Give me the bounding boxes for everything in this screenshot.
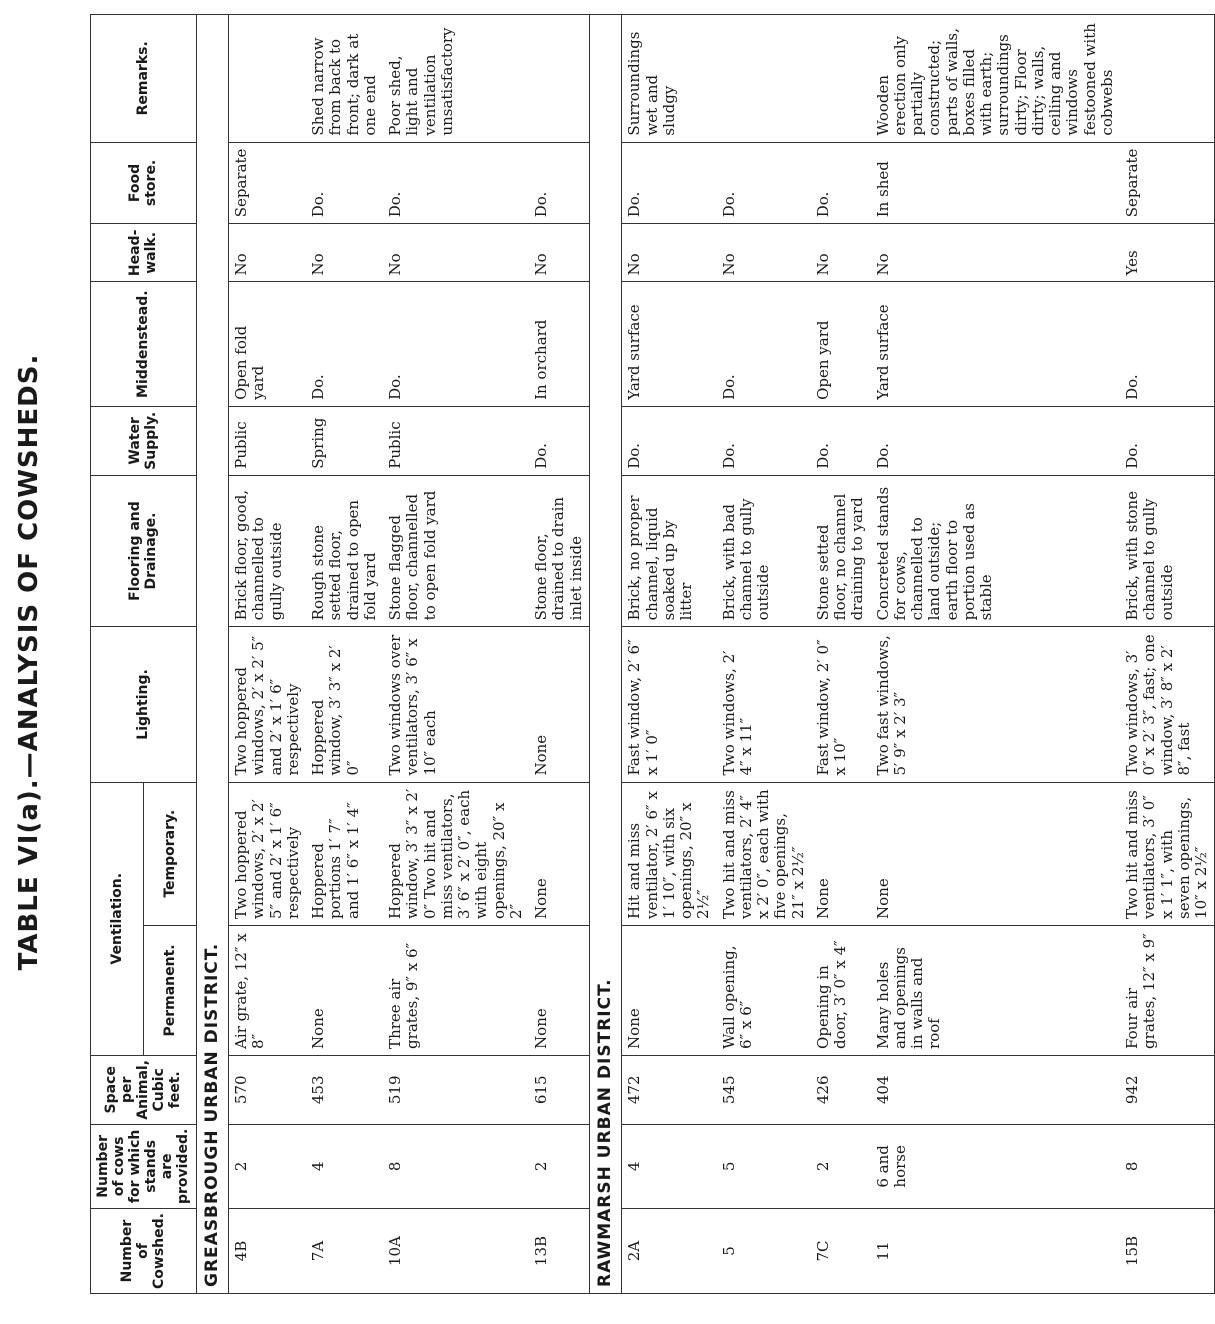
cell-lighting: Fast window, 2′ 6″ x 1′ 0″ bbox=[622, 627, 717, 782]
cell-flooring: Stone setted floor, no channel draining to yard bbox=[811, 475, 871, 627]
cell-lighting: Hoppered window, 3′ 3″ x 2′ 0″ bbox=[306, 627, 383, 782]
header-space: Space per Animal, Cubic feet. bbox=[91, 1055, 197, 1124]
cell-water: Do. bbox=[1120, 406, 1215, 475]
table-row bbox=[1120, 15, 1215, 1294]
cell-permanent: None bbox=[622, 925, 717, 1055]
cell-number: 7A bbox=[306, 1209, 383, 1294]
cell-permanent: Opening in door, 3′ 0″ x 4″ bbox=[811, 925, 871, 1055]
cell-number: 15B bbox=[1120, 1209, 1215, 1294]
cell-water: Do. bbox=[717, 406, 811, 475]
cell-space: 519 bbox=[383, 1055, 529, 1124]
header-temporary: Temporary. bbox=[143, 782, 196, 925]
table-row bbox=[229, 15, 307, 1294]
cell-temporary: None bbox=[811, 782, 871, 925]
cell-permanent: Four air grates, 12″ x 9″ bbox=[1120, 925, 1215, 1055]
cell-midden: In orchard bbox=[529, 282, 589, 406]
cell-temporary: Two hit and miss ventilators, 3′ 0″ x 1′ 1″, with seven openings, 10″ x 2½″ bbox=[1120, 782, 1215, 925]
cell-midden: Open yard bbox=[811, 282, 871, 406]
cell-flooring: Rough stone setted floor, drained to open fold yard bbox=[306, 475, 383, 627]
cell-midden: Do. bbox=[717, 282, 811, 406]
cell-water: Do. bbox=[811, 406, 871, 475]
cell-number: 7C bbox=[811, 1209, 871, 1294]
cell-remarks: Wooden erection only partially constructed; parts of walls, boxes filled with earth; surroundings dirty; Floor dirty; walls, ceiling and windows festooned with cobwebs bbox=[871, 15, 1121, 143]
cell-headwalk: No bbox=[871, 224, 1121, 282]
cell-water: Do. bbox=[871, 406, 1121, 475]
header-remarks: Remarks. bbox=[91, 15, 197, 143]
cell-food: Do. bbox=[717, 142, 811, 224]
cell-food: Do. bbox=[622, 142, 717, 224]
cell-cows: 6 and horse bbox=[871, 1124, 1121, 1208]
cell-food: Do. bbox=[383, 142, 529, 224]
cell-permanent: Wall opening, 6″ x 6″ bbox=[717, 925, 811, 1055]
cell-midden: Do. bbox=[306, 282, 383, 406]
cell-number: 10A bbox=[383, 1209, 529, 1294]
cell-remarks bbox=[229, 15, 307, 143]
cell-headwalk: No bbox=[622, 224, 717, 282]
cell-temporary: None bbox=[871, 782, 1121, 925]
cell-flooring: Stone flagged floor, channelled to open fold yard bbox=[383, 475, 529, 627]
cell-cows: 2 bbox=[529, 1124, 589, 1208]
cell-temporary: Hoppered window, 3′ 3″ x 2′ 0″ Two hit and miss ventilators, 3′ 6″ x 2′ 0″, each with eight openings, 20″ x 2″ bbox=[383, 782, 529, 925]
cell-remarks bbox=[529, 15, 589, 143]
cell-headwalk: No bbox=[717, 224, 811, 282]
cell-lighting: None bbox=[529, 627, 589, 782]
cell-remarks bbox=[811, 15, 871, 143]
district-row bbox=[196, 15, 229, 1294]
cell-space: 545 bbox=[717, 1055, 811, 1124]
cell-space: 472 bbox=[622, 1055, 717, 1124]
cell-remarks bbox=[717, 15, 811, 143]
cell-lighting: Two fast windows, 5′ 9″ x 2′ 3″ bbox=[871, 627, 1121, 782]
cell-flooring: Brick, with stone channel to gully outside bbox=[1120, 475, 1215, 627]
cell-flooring: Brick floor, good, channelled to gully outside bbox=[229, 475, 307, 627]
cell-space: 942 bbox=[1120, 1055, 1215, 1124]
header-flooring: Flooring and Drainage. bbox=[91, 475, 197, 627]
cell-lighting: Two windows over ventilators, 3′ 6″ x 10″ each bbox=[383, 627, 529, 782]
cell-headwalk: No bbox=[383, 224, 529, 282]
cell-water: Do. bbox=[622, 406, 717, 475]
table-row bbox=[529, 15, 589, 1294]
header-headwalk: Head-walk. bbox=[91, 224, 197, 282]
cell-remarks: Shed narrow from back to front; dark at one end bbox=[306, 15, 383, 143]
cell-food: In shed bbox=[871, 142, 1121, 224]
cell-cows: 4 bbox=[306, 1124, 383, 1208]
cell-midden: Yard surface bbox=[622, 282, 717, 406]
cell-cows: 2 bbox=[229, 1124, 307, 1208]
cell-water: Spring bbox=[306, 406, 383, 475]
page-title: TABLE VI(a).—ANALYSIS OF COWSHEDS. bbox=[14, 353, 44, 971]
header-lighting: Lighting. bbox=[91, 627, 197, 782]
header-permanent: Permanent. bbox=[143, 925, 196, 1055]
cell-space: 453 bbox=[306, 1055, 383, 1124]
cell-temporary: Hit and miss ventilator, 2′ 6″ x 1′ 10″, with six openings, 20″ x 2½″ bbox=[622, 782, 717, 925]
district-name: GREASBROUGH URBAN DISTRICT. bbox=[196, 15, 229, 1294]
header-midden: Middenstead. bbox=[91, 282, 197, 406]
table-row bbox=[871, 15, 1121, 1294]
table-row bbox=[811, 15, 871, 1294]
cell-permanent: Air grate, 12″ x 8″ bbox=[229, 925, 307, 1055]
cell-midden: Yard surface bbox=[871, 282, 1121, 406]
cell-headwalk: No bbox=[529, 224, 589, 282]
cell-temporary: Two hoppered windows, 2′ x 2′ 5″ and 2′ x 1′ 6″ respectively bbox=[229, 782, 307, 925]
cell-lighting: Two windows, 3′ 0″ x 2′ 3″, fast; one window, 3′ 8″ x 2′ 8″, fast bbox=[1120, 627, 1215, 782]
cell-lighting: Fast window, 2′ 0″ x 10″ bbox=[811, 627, 871, 782]
cell-food: Do. bbox=[529, 142, 589, 224]
cell-cows: 4 bbox=[622, 1124, 717, 1208]
cell-food: Do. bbox=[306, 142, 383, 224]
cell-temporary: Two hit and miss ventilators, 2′ 4″ x 2′ 0″, each with five openings, 21″ x 2½″ bbox=[717, 782, 811, 925]
header-cows: Number of cows for which stands are provided. bbox=[91, 1124, 197, 1208]
cell-midden: Do. bbox=[383, 282, 529, 406]
header-ventilation: Ventilation. bbox=[91, 782, 144, 1055]
cell-headwalk: No bbox=[306, 224, 383, 282]
cell-space: 570 bbox=[229, 1055, 307, 1124]
cowshed-table bbox=[90, 14, 1215, 1294]
cell-permanent: Three air grates, 9″ x 6″ bbox=[383, 925, 529, 1055]
cell-number: 13B bbox=[529, 1209, 589, 1294]
cell-flooring: Concreted stands for cows, channelled to land outside; earth floor to portion used as stable bbox=[871, 475, 1121, 627]
cell-cows: 8 bbox=[1120, 1124, 1215, 1208]
cell-headwalk: No bbox=[229, 224, 307, 282]
cell-food: Separate bbox=[229, 142, 307, 224]
cell-water: Public bbox=[229, 406, 307, 475]
cell-food: Separate bbox=[1120, 142, 1215, 224]
cell-remarks: Surroundings wet and sludgy bbox=[622, 15, 717, 143]
header-number: Number of Cowshed. bbox=[91, 1209, 197, 1294]
cell-flooring: Stone floor, drained to drain inlet inside bbox=[529, 475, 589, 627]
cell-permanent: None bbox=[306, 925, 383, 1055]
cell-space: 426 bbox=[811, 1055, 871, 1124]
cell-cows: 5 bbox=[717, 1124, 811, 1208]
table-row bbox=[306, 15, 383, 1294]
cell-permanent: Many holes and openings in walls and roof bbox=[871, 925, 1121, 1055]
cell-cows: 8 bbox=[383, 1124, 529, 1208]
table-row bbox=[383, 15, 529, 1294]
cell-water: Public bbox=[383, 406, 529, 475]
cell-lighting: Two hoppered windows, 2′ x 2′ 5″ and 2′ x 1′ 6″ respectively bbox=[229, 627, 307, 782]
header-water: Water Supply. bbox=[91, 406, 197, 475]
cell-temporary: Hoppered portions 1′ 7″ and 1′ 6″ x 1′ 4″ bbox=[306, 782, 383, 925]
cell-remarks: Poor shed, light and ventilation unsatisfactory bbox=[383, 15, 529, 143]
cell-food: Do. bbox=[811, 142, 871, 224]
cell-number: 4B bbox=[229, 1209, 307, 1294]
cell-number: 2A bbox=[622, 1209, 717, 1294]
cell-midden: Open fold yard bbox=[229, 282, 307, 406]
cell-space: 404 bbox=[871, 1055, 1121, 1124]
cell-lighting: Two windows, 2′ 4″ x 11″ bbox=[717, 627, 811, 782]
cell-number: 11 bbox=[871, 1209, 1121, 1294]
cell-number: 5 bbox=[717, 1209, 811, 1294]
cell-flooring: Brick, no proper channel, liquid soaked up by litter bbox=[622, 475, 717, 627]
cell-remarks bbox=[1120, 15, 1215, 143]
cell-headwalk: No bbox=[811, 224, 871, 282]
cell-headwalk: Yes bbox=[1120, 224, 1215, 282]
cell-midden: Do. bbox=[1120, 282, 1215, 406]
district-row bbox=[589, 15, 622, 1294]
cell-cows: 2 bbox=[811, 1124, 871, 1208]
header-food: Food store. bbox=[91, 142, 197, 224]
cell-space: 615 bbox=[529, 1055, 589, 1124]
district-name: RAWMARSH URBAN DISTRICT. bbox=[589, 15, 622, 1294]
cell-water: Do. bbox=[529, 406, 589, 475]
table-row bbox=[622, 15, 717, 1294]
cell-temporary: None bbox=[529, 782, 589, 925]
cell-flooring: Brick, with bad channel to gully outside bbox=[717, 475, 811, 627]
table-row bbox=[717, 15, 811, 1294]
cell-permanent: None bbox=[529, 925, 589, 1055]
